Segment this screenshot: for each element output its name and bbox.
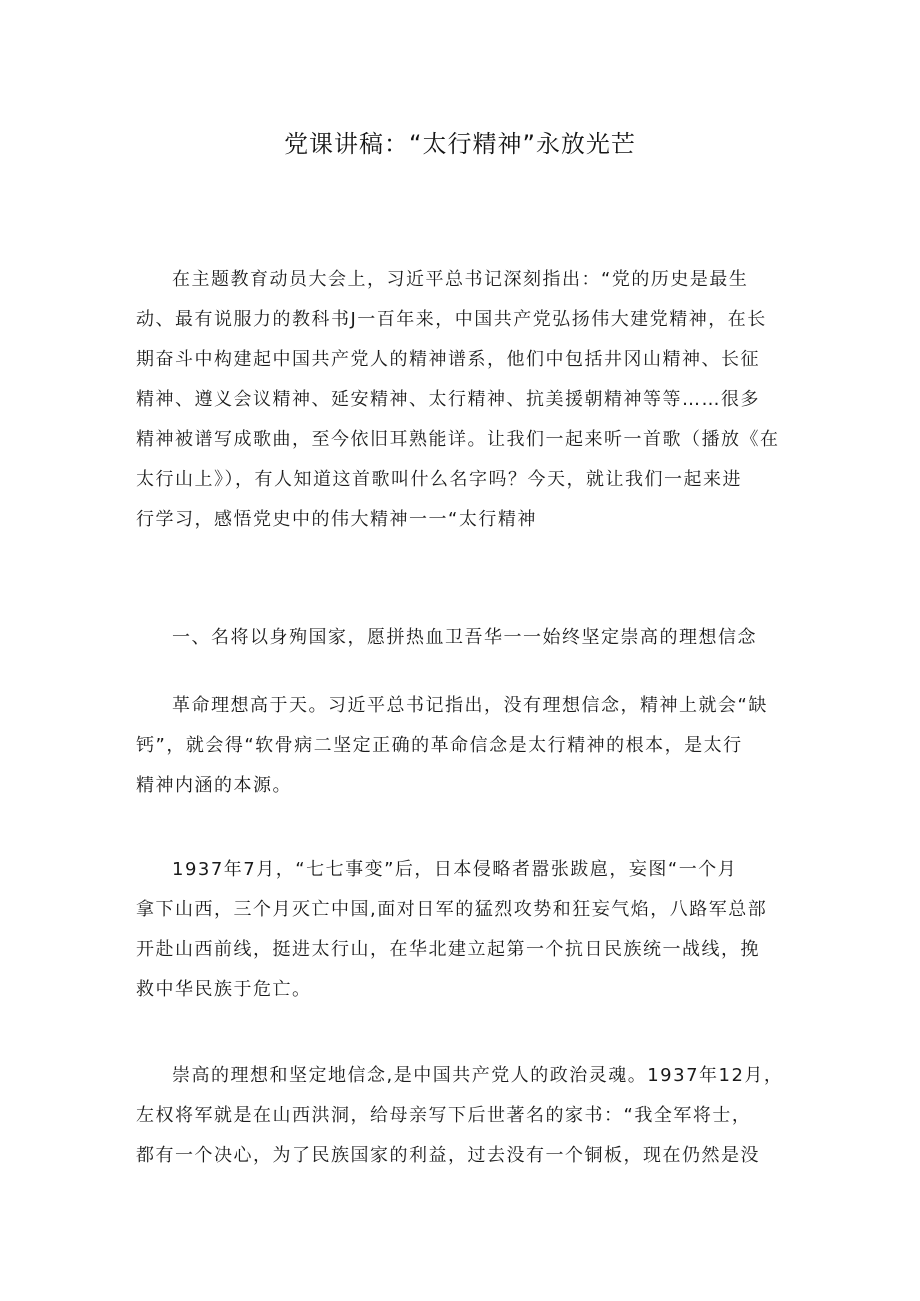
paragraph-line: 精神内涵的本源。 (136, 775, 292, 796)
paragraph-line: 动、最有说服力的教科书J一百年来，中国共产党弘扬伟大建党精神，在长 (136, 309, 767, 330)
paragraph-line: 都有一个决心，为了民族国家的利益，过去没有一个铜板，现在仍然是没 (136, 1145, 760, 1166)
document-title: 党课讲稿：“太行精神”永放光芒 (284, 130, 636, 158)
paragraph-line: 太行山上》），有人知道这首歌叫什么名字吗？今天，就让我们一起来进 (136, 469, 742, 490)
paragraph-line: 行学习，感悟党史中的伟大精神一一“太行精神 (136, 509, 537, 530)
body-paragraph (136, 1056, 788, 1176)
body-paragraph (136, 850, 788, 1010)
paragraph-line: 在主题教育动员大会上，习近平总书记深刻指出：“党的历史是最生 (172, 269, 749, 290)
paragraph-line: 期奋斗中构建起中国共产党人的精神谱系，他们中包括井冈山精神、长征 (136, 349, 760, 370)
paragraph-line: 钙”，就会得“软骨病二坚定正确的革命信念是太行精神的根本，是太行 (136, 735, 743, 756)
paragraph-line: 1937年7月，“七七事变”后，日本侵略者嚣张跋扈，妄图“一个月 (172, 859, 738, 880)
paragraph-line: 精神、遵义会议精神、延安精神、太行精神、抗美援朝精神等等……很多 (136, 389, 760, 410)
paragraph-line: 拿下山西，三个月灭亡中国,面对日军的猛烈攻势和狂妄气焰，八路军总部 (136, 899, 768, 920)
paragraph-line: 革命理想高于天。习近平总书记指出，没有理想信念，精神上就会“缺 (172, 695, 768, 716)
body-paragraph (136, 260, 788, 540)
paragraph-line: 精神被谱写成歌曲，至今依旧耳熟能详。让我们一起来听一首歌（播放《在 (136, 429, 780, 450)
paragraph-line: 崇高的理想和坚定地信念,是中国共产党人的政治灵魂。1937年12月， (172, 1065, 784, 1086)
body-paragraph (136, 686, 788, 806)
paragraph-line: 救中华民族于危亡。 (136, 979, 312, 1000)
section-heading: 一、名将以身殉国家，愿拼热血卫吾华一一始终坚定崇高的理想信念 (172, 627, 757, 648)
paragraph-line: 开赴山西前线，挺进太行山，在华北建立起第一个抗日民族统一战线，挽 (136, 939, 760, 960)
paragraph-line: 左权将军就是在山西洪洞，给母亲写下后世著名的家书：“我全军将士， (136, 1105, 752, 1126)
